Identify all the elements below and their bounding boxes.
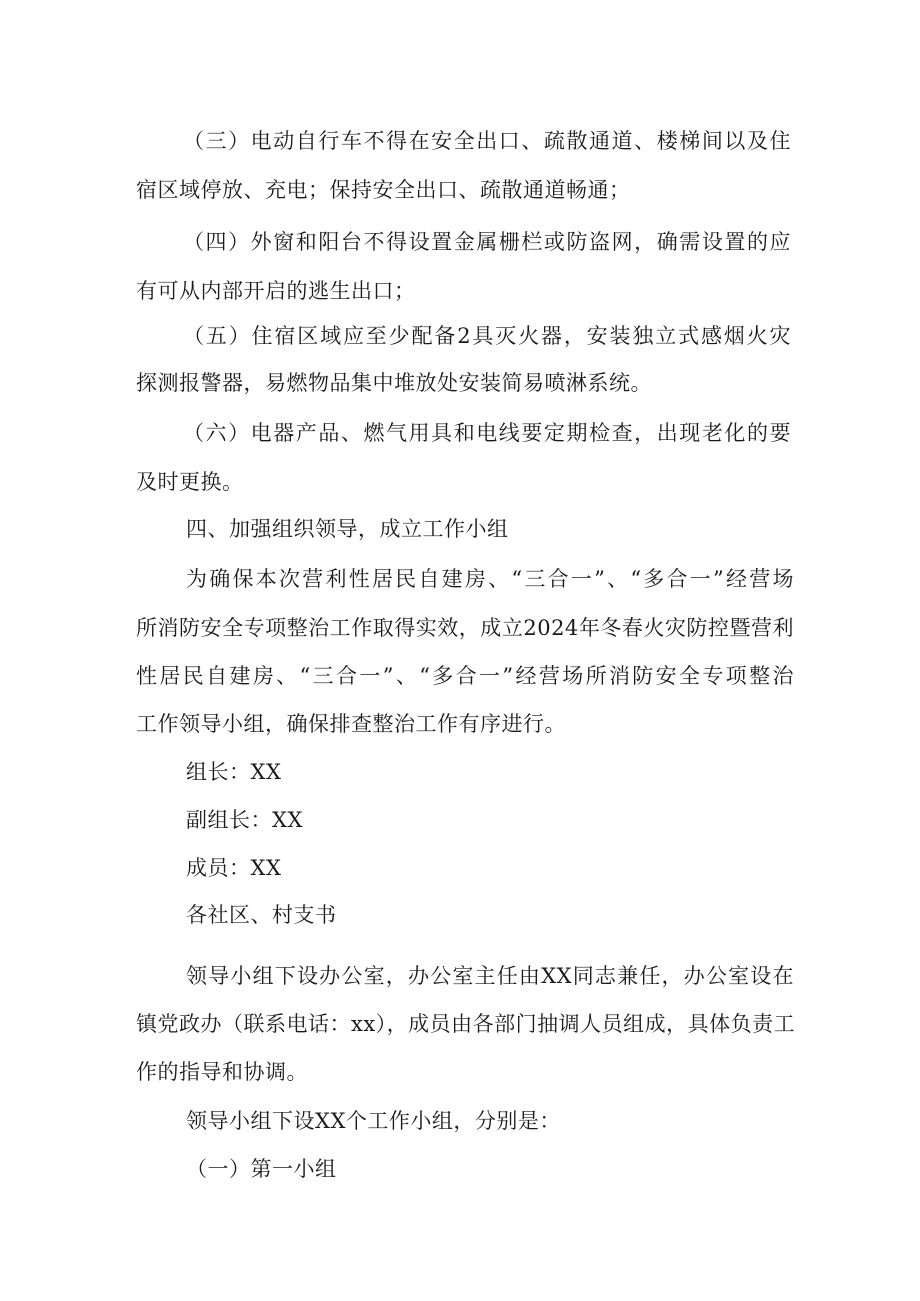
paragraph-line-7-2: 所消防安全专项整治工作取得实效，成立2024年冬春火灾防控暨营利 <box>136 616 794 640</box>
paragraph-line-8-1: 领导小组下设办公室，办公室主任由XX同志兼任，办公室设在 <box>186 964 794 988</box>
paragraph-line-8-2: 镇党政办（联系电话：xx），成员由各部门抽调人员组成，具体负责工 <box>136 1012 796 1036</box>
paragraph-line-3-1: （三）电动自行车不得在安全出口、疏散通道、楼梯间以及住 <box>183 129 791 153</box>
paragraph-line-7-1: 为确保本次营利性居民自建房、“三合一”、“多合一”经营场 <box>186 567 794 591</box>
leader-line: 组长：XX <box>186 760 282 784</box>
paragraph-line-5-2: 探测报警器，易燃物品集中堆放处安装简易喷淋系统。 <box>136 371 652 395</box>
paragraph-line-3-2: 宿区域停放、充电；保持安全出口、疏散通道畅通； <box>136 178 631 202</box>
paragraph-line-7-4: 工作领导小组，确保排查整治工作有序进行。 <box>136 712 566 736</box>
section-heading: 四、加强组织领导，成立工作小组 <box>186 517 509 541</box>
first-group-line: （一）第一小组 <box>186 1157 337 1181</box>
paragraph-line-6-1: （六）电器产品、燃气用具和电线要定期检查，出现老化的要 <box>183 421 791 445</box>
working-groups-line: 领导小组下设XX个工作小组，分别是： <box>186 1109 561 1133</box>
paragraph-line-8-3: 作的指导和协调。 <box>136 1060 308 1084</box>
paragraph-line-7-3: 性居民自建房、“三合一”、“多合一”经营场所消防安全专项整治 <box>136 664 794 688</box>
community-secretaries-line: 各社区、村支书 <box>186 903 337 927</box>
paragraph-line-6-2: 及时更换。 <box>136 470 244 494</box>
deputy-leader-line: 副组长：XX <box>186 808 303 832</box>
members-line: 成员：XX <box>186 856 282 880</box>
paragraph-line-4-2: 有可从内部开启的逃生出口； <box>136 279 416 303</box>
paragraph-line-4-1: （四）外窗和阳台不得设置金属栅栏或防盗网，确需设置的应 <box>183 230 791 254</box>
paragraph-line-5-1: （五）住宿区域应至少配备2具灭火器，安装独立式感烟火灾 <box>183 324 791 348</box>
